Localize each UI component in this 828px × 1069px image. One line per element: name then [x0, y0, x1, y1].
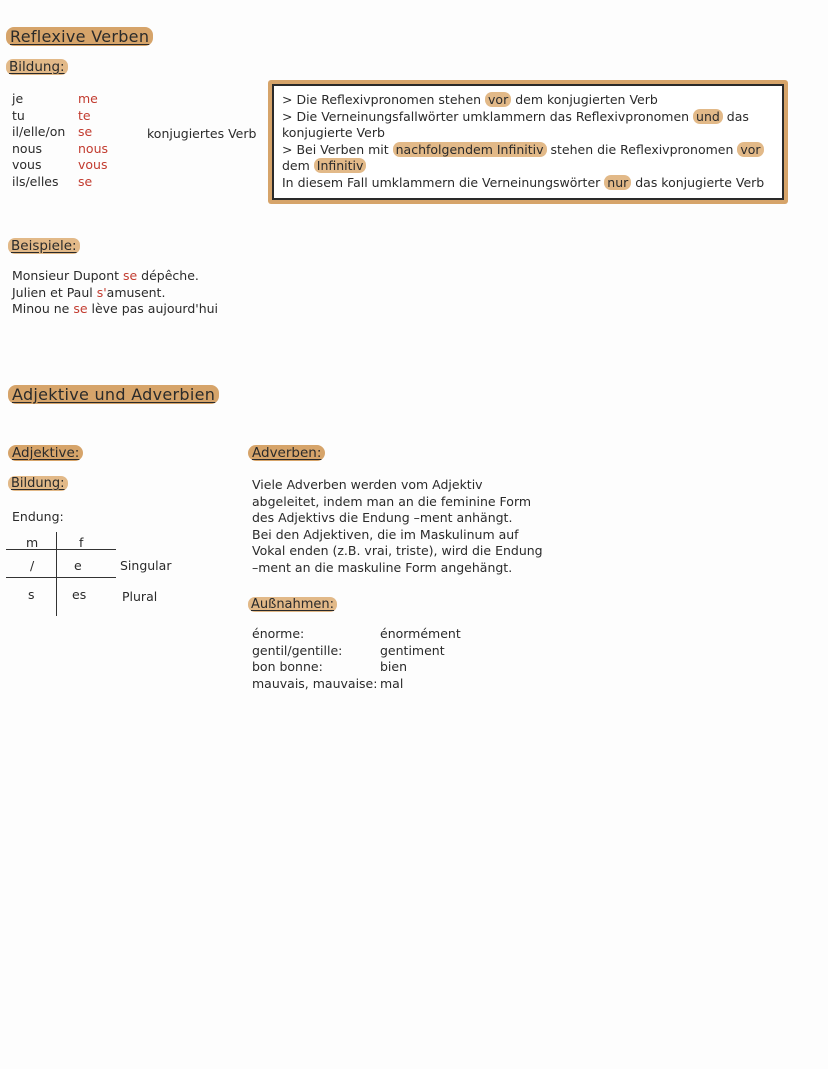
adverb-text-line: –ment an die maskuline Form angehängt.	[252, 559, 513, 575]
subject-item: ils/elles	[12, 173, 59, 189]
highlight: nachfolgendem Infinitiv	[393, 142, 547, 157]
rules-box-inner	[272, 84, 784, 200]
adverb-text-line: abgeleitet, indem man an die feminine Form	[252, 493, 532, 509]
rule-line: konjugierte Verb	[282, 125, 385, 141]
cell-plural-m: s	[28, 587, 35, 602]
cell-singular-f: e	[74, 558, 82, 573]
exception-adjective: énorme:	[252, 626, 305, 641]
bildung-heading: Bildung:	[6, 59, 68, 75]
rule-line: > Bei Verben mit nachfolgendem Infinitiv stehen die Reflexivpronomen vor	[282, 142, 774, 159]
exceptions-adverbs	[380, 626, 461, 692]
example-line: Minou ne se lève pas aujourd'hui	[12, 301, 219, 316]
highlight: und	[693, 109, 723, 124]
highlight: vor	[737, 142, 763, 157]
exception-adjective: bon bonne:	[252, 659, 323, 674]
endung-label: Endung:	[12, 509, 64, 524]
pronoun-item: te	[78, 107, 91, 123]
adverben-heading: Adverben:	[248, 445, 325, 461]
cell-singular-m: /	[30, 558, 35, 573]
adverb-text-line: des Adjektivs die Endung –ment anhängt.	[252, 510, 513, 525]
exception-adverb: mal	[380, 675, 404, 691]
highlight: Infinitiv	[314, 158, 367, 173]
ausnahmen-heading: Außnahmen:	[248, 597, 337, 612]
highlight: nur	[604, 175, 631, 190]
subject-item: tu	[12, 107, 25, 123]
table-rule-horizontal	[6, 577, 116, 578]
rules-box	[268, 80, 788, 204]
subject-item: je	[12, 91, 24, 106]
exception-adverb: bien	[380, 659, 408, 674]
pronoun-item: se	[78, 124, 93, 139]
row-label-plural: Plural	[122, 589, 158, 604]
row-label-singular: Singular	[120, 558, 172, 573]
adj-bildung-heading: Bildung:	[8, 476, 68, 491]
table-rule-vertical	[56, 532, 57, 616]
pronoun-item: vous	[78, 157, 108, 172]
adverb-text-line: Vokal enden (z.B. vrai, triste), wird die Endung	[252, 543, 543, 558]
pronoun-item: se	[78, 173, 93, 189]
adverb-rule-text	[252, 477, 543, 576]
section-title-reflexive: Reflexive Verben	[6, 27, 153, 46]
pronoun-item: me	[78, 91, 98, 106]
col-header-m: m	[26, 535, 39, 550]
exception-adverb: gentiment	[380, 642, 445, 658]
reflexive-pronoun-list	[78, 91, 108, 190]
examples-list	[12, 268, 218, 318]
table-rule-horizontal	[6, 549, 116, 550]
subject-item: nous	[12, 140, 43, 156]
exception-adjective: mauvais, mauvaise:	[252, 675, 378, 691]
example-line: Monsieur Dupont se dépêche.	[12, 268, 199, 283]
exception-adverb: énormément	[380, 626, 461, 641]
highlight: vor	[485, 92, 511, 107]
subject-pronoun-list	[12, 91, 65, 190]
col-header-f: f	[79, 535, 84, 550]
adjektive-heading: Adjektive:	[8, 445, 83, 461]
example-line: Julien et Paul s'amusent.	[12, 284, 166, 300]
subject-item: vous	[12, 157, 42, 172]
rule-line: In diesem Fall umklammern die Verneinungswörter nur das konjugierte Verb	[282, 174, 765, 190]
exception-adjective: gentil/gentille:	[252, 642, 343, 658]
verb-label: konjugiertes Verb	[147, 126, 257, 141]
rule-line: > Die Verneinungsfallwörter umklammern das Reflexivpronomen und das	[282, 108, 749, 124]
adverb-text-line: Bei den Adjektiven, die im Maskulinum auf	[252, 526, 519, 542]
subject-item: il/elle/on	[12, 124, 66, 139]
beispiele-heading: Beispiele:	[8, 238, 80, 254]
adverb-text-line: Viele Adverben werden vom Adjektiv	[252, 477, 483, 492]
cell-plural-f: es	[72, 587, 87, 602]
exceptions-adjectives	[252, 626, 377, 692]
section-title-adjektive-adverbien: Adjektive und Adverbien	[8, 385, 219, 404]
rule-line: > Die Reflexivpronomen stehen vor dem konjugierten Verb	[282, 92, 658, 107]
pronoun-item: nous	[78, 140, 109, 156]
rule-line: dem Infinitiv	[282, 158, 774, 175]
